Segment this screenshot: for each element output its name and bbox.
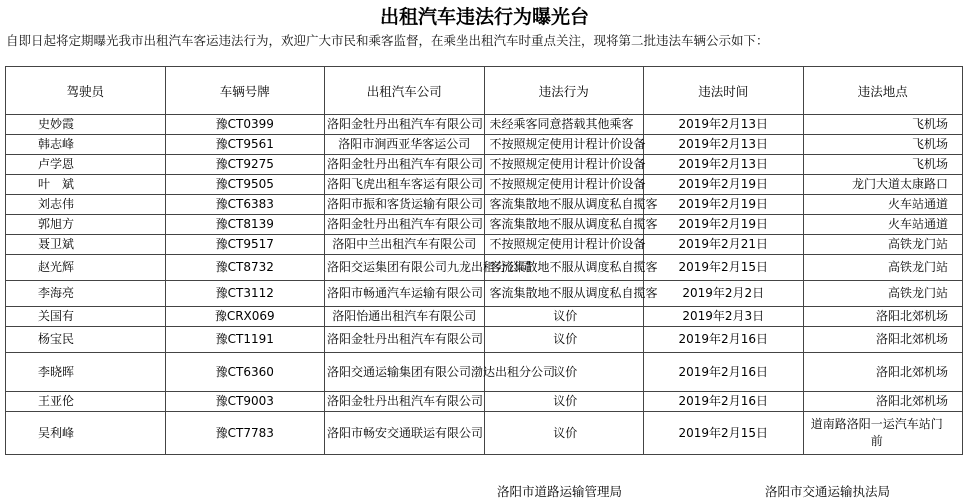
- company-cell: 洛阳市畅安交通联运有限公司: [325, 412, 485, 455]
- location-cell: 洛阳北郊机场: [803, 392, 963, 412]
- violation-cell: 不按照规定使用计程计价设备: [484, 155, 644, 175]
- table-row: [6, 392, 963, 412]
- location-cell: 道南路洛阳一运汽车站门前: [803, 412, 963, 455]
- footer-issuer-left: 洛阳市道路运输管理局: [497, 484, 623, 499]
- time-cell: 2019年2月21日: [644, 235, 804, 255]
- header-violation: 违法行为: [484, 67, 644, 115]
- plate-cell: 豫CT9517: [165, 235, 325, 255]
- table-row: [6, 281, 963, 307]
- location-cell: 飞机场: [803, 135, 963, 155]
- header-plate: 车辆号牌: [165, 67, 325, 115]
- driver-cell: 李海亮: [6, 281, 166, 307]
- table-row: [6, 353, 963, 392]
- time-cell: 2019年2月15日: [644, 412, 804, 455]
- driver-cell: 关国有: [6, 307, 166, 327]
- company-cell: 洛阳金牡丹出租汽车有限公司: [325, 115, 485, 135]
- plate-cell: 豫CT9003: [165, 392, 325, 412]
- violation-cell: 议价: [484, 392, 644, 412]
- location-cell: 洛阳北郊机场: [803, 353, 963, 392]
- footer-issuer-right: 洛阳市交通运输执法局: [765, 484, 891, 499]
- plate-cell: 豫CT6383: [165, 195, 325, 215]
- driver-cell: 赵光辉: [6, 255, 166, 281]
- company-cell: 洛阳中兰出租汽车有限公司: [325, 235, 485, 255]
- time-cell: 2019年2月3日: [644, 307, 804, 327]
- location-cell: 飞机场: [803, 115, 963, 135]
- time-cell: 2019年2月16日: [644, 327, 804, 353]
- driver-cell: 吴利峰: [6, 412, 166, 455]
- location-cell: 高铁龙门站: [803, 281, 963, 307]
- time-cell: 2019年2月13日: [644, 115, 804, 135]
- time-cell: 2019年2月15日: [644, 255, 804, 281]
- location-cell: 龙门大道太康路口: [803, 175, 963, 195]
- violation-cell: 不按照规定使用计程计价设备: [484, 175, 644, 195]
- driver-cell: 刘志伟: [6, 195, 166, 215]
- company-cell: 洛阳金牡丹出租汽车有限公司: [325, 327, 485, 353]
- company-cell: 洛阳市涧西亚华客运公司: [325, 135, 485, 155]
- company-cell: 洛阳金牡丹出租汽车有限公司: [325, 392, 485, 412]
- location-cell: 洛阳北郊机场: [803, 327, 963, 353]
- plate-cell: 豫CT9275: [165, 155, 325, 175]
- company-cell: 洛阳怡通出租汽车有限公司: [325, 307, 485, 327]
- table-row: [6, 235, 963, 255]
- plate-cell: 豫CRX069: [165, 307, 325, 327]
- plate-cell: 豫CT0399: [165, 115, 325, 135]
- location-cell: 高铁龙门站: [803, 255, 963, 281]
- time-cell: 2019年2月16日: [644, 353, 804, 392]
- driver-cell: 叶 斌: [6, 175, 166, 195]
- location-cell: 飞机场: [803, 155, 963, 175]
- violation-cell: 不按照规定使用计程计价设备: [484, 235, 644, 255]
- header-location: 违法地点: [803, 67, 963, 115]
- plate-cell: 豫CT8139: [165, 215, 325, 235]
- plate-cell: 豫CT7783: [165, 412, 325, 455]
- violation-cell: 议价: [484, 307, 644, 327]
- plate-cell: 豫CT9561: [165, 135, 325, 155]
- violation-cell: 议价: [484, 412, 644, 455]
- violation-cell: 客流集散地不服从调度私自揽客: [484, 281, 644, 307]
- table-row: [6, 215, 963, 235]
- location-cell: 洛阳北郊机场: [803, 307, 963, 327]
- table-row: [6, 155, 963, 175]
- plate-cell: 豫CT9505: [165, 175, 325, 195]
- company-cell: 洛阳交通运输集团有限公司渤达出租分公司: [325, 353, 485, 392]
- violation-cell: 客流集散地不服从调度私自揽客: [484, 195, 644, 215]
- intro-text: 自即日起将定期曝光我市出租汽车客运违法行为，欢迎广大市民和乘客监督，在乘坐出租汽车时重点关注，现将第二批违法车辆公示如下：: [6, 33, 769, 48]
- header-time: 违法时间: [644, 67, 804, 115]
- table-row: [6, 195, 963, 215]
- table-row: [6, 175, 963, 195]
- violation-cell: 客流集散地不服从调度私自揽客: [484, 215, 644, 235]
- company-cell: 洛阳金牡丹出租汽车有限公司: [325, 215, 485, 235]
- driver-cell: 史妙霞: [6, 115, 166, 135]
- time-cell: 2019年2月16日: [644, 392, 804, 412]
- driver-cell: 卢学恩: [6, 155, 166, 175]
- table-header-row: [6, 67, 963, 115]
- table-row: [6, 115, 963, 135]
- header-company: 出租汽车公司: [325, 67, 485, 115]
- table-row: [6, 307, 963, 327]
- driver-cell: 韩志峰: [6, 135, 166, 155]
- violations-table: [5, 66, 963, 455]
- table-row: [6, 327, 963, 353]
- driver-cell: 李晓晖: [6, 353, 166, 392]
- violation-cell: 未经乘客同意搭载其他乘客: [484, 115, 644, 135]
- company-cell: 洛阳市畅通汽车运输有限公司: [325, 281, 485, 307]
- company-cell: 洛阳飞虎出租车客运有限公司: [325, 175, 485, 195]
- violation-cell: 不按照规定使用计程计价设备: [484, 135, 644, 155]
- plate-cell: 豫CT6360: [165, 353, 325, 392]
- table-row: [6, 255, 963, 281]
- driver-cell: 郭旭方: [6, 215, 166, 235]
- location-cell: 高铁龙门站: [803, 235, 963, 255]
- plate-cell: 豫CT3112: [165, 281, 325, 307]
- driver-cell: 王亚伦: [6, 392, 166, 412]
- location-cell: 火车站通道: [803, 195, 963, 215]
- time-cell: 2019年2月19日: [644, 215, 804, 235]
- time-cell: 2019年2月13日: [644, 135, 804, 155]
- violation-cell: 议价: [484, 353, 644, 392]
- time-cell: 2019年2月13日: [644, 155, 804, 175]
- time-cell: 2019年2月19日: [644, 175, 804, 195]
- plate-cell: 豫CT1191: [165, 327, 325, 353]
- violation-cell: 客流集散地不服从调度私自揽客: [484, 255, 644, 281]
- page-title: 出租汽车违法行为曝光台: [379, 6, 589, 28]
- driver-cell: 聂卫斌: [6, 235, 166, 255]
- table-row: [6, 135, 963, 155]
- header-driver: 驾驶员: [6, 67, 166, 115]
- time-cell: 2019年2月2日: [644, 281, 804, 307]
- location-cell: 火车站通道: [803, 215, 963, 235]
- company-cell: 洛阳市振和客货运输有限公司: [325, 195, 485, 215]
- time-cell: 2019年2月19日: [644, 195, 804, 215]
- violation-cell: 议价: [484, 327, 644, 353]
- company-cell: 洛阳交运集团有限公司九龙出租分公司: [325, 255, 485, 281]
- company-cell: 洛阳金牡丹出租汽车有限公司: [325, 155, 485, 175]
- table-row: [6, 412, 963, 455]
- driver-cell: 杨宝民: [6, 327, 166, 353]
- plate-cell: 豫CT8732: [165, 255, 325, 281]
